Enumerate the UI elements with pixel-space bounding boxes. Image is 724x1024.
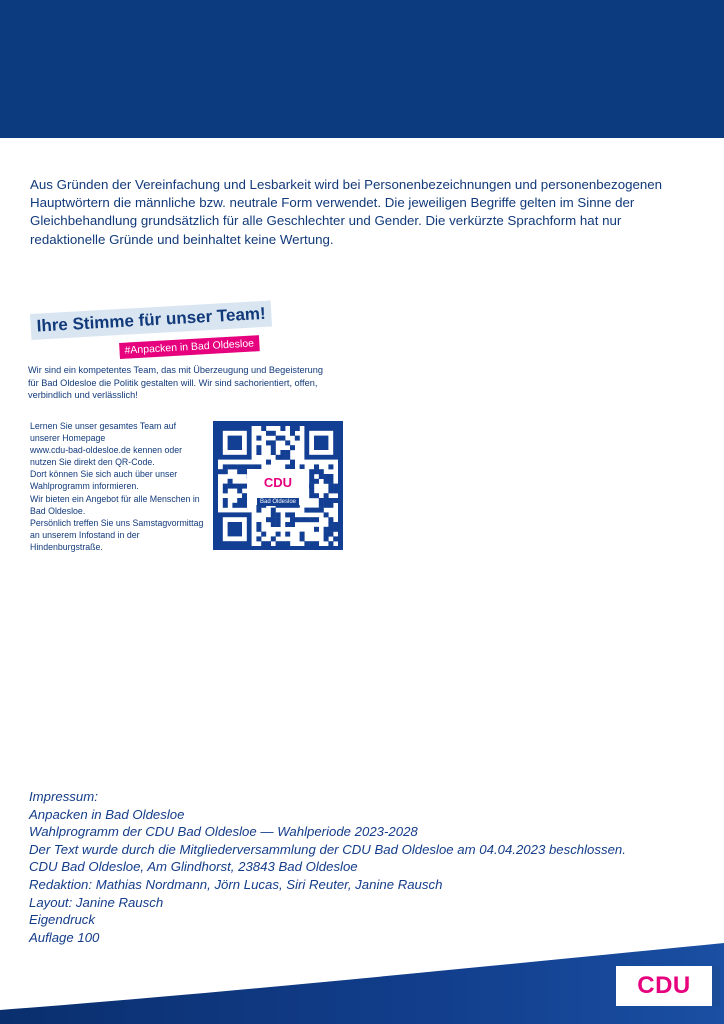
- imprint: [29, 788, 626, 946]
- imprint-line: CDU Bad Oldesloe, Am Glindhorst, 23843 Bad Oldesloe: [29, 859, 358, 875]
- imprint-line: Layout: Janine Rausch: [29, 894, 164, 910]
- imprint-line: Auflage 100: [29, 929, 100, 945]
- campaign-section: [28, 303, 348, 576]
- logo-strip: [712, 966, 720, 1006]
- qr-logo-subtext: Bad Oldesloe: [257, 498, 299, 506]
- team-info-text: Lernen Sie unser gesamtes Team auf unserer Homepage www.cdu-bad-oldesloe.de kennen oder nutzen Sie direkt den QR-Code. Dort können Sie sich auch über unser Wahlprogramm informieren. Wir bieten ein Angebot für alle Menschen in Bad Oldesloe. Persönlich treffen Sie uns Samstagvormittag an unserem Infostand in der Hindenburgstraße.: [30, 421, 204, 552]
- imprint-line: Impressum:: [29, 789, 98, 804]
- qr-cdu-logo: [247, 469, 309, 505]
- qr-code[interactable]: [213, 421, 343, 550]
- campaign-headline: Ihre Stimme für unser Team!: [30, 301, 272, 340]
- imprint-line: Anpacken in Bad Oldesloe: [29, 806, 185, 822]
- qr-logo-text: CDU: [263, 475, 293, 490]
- disclaimer-text: Aus Gründen der Vereinfachung und Lesbarkeit wird bei Personenbezeichnungen und personenbezogenen Hauptwörtern die männliche bzw. neutrale Form verwendet. Die jeweiligen Begriffe gelten im Sinne der Gleichbehandlung grundsätzlich für alle Geschlechter und Gender. Die verkürzte Sprachform hat nur redaktionelle Gründe und beinhaltet keine Wertung.: [30, 177, 663, 247]
- campaign-intro: Wir sind ein kompetentes Team, das mit Überzeugung und Begeisterung für Bad Oldesloe die Politik gestalten will. Wir sind sachorientiert, offen, verbindlich und verlässlich!: [28, 365, 324, 400]
- imprint-line: Wahlprogramm der CDU Bad Oldesloe — Wahlperiode 2023-2028: [29, 824, 418, 840]
- campaign-hashtag: #Anpacken in Bad Oldesloe: [119, 335, 259, 359]
- imprint-line: Der Text wurde durch die Mitgliederversammlung der CDU Bad Oldesloe am 04.04.2023 beschlossen.: [29, 841, 626, 857]
- imprint-line: Eigendruck: [29, 912, 95, 928]
- imprint-line: Redaktion: Mathias Nordmann, Jörn Lucas, Siri Reuter, Janine Rausch: [29, 876, 443, 892]
- top-banner: [0, 0, 724, 138]
- cdu-logo-text: CDU: [637, 972, 691, 999]
- cdu-logo: [616, 966, 712, 1006]
